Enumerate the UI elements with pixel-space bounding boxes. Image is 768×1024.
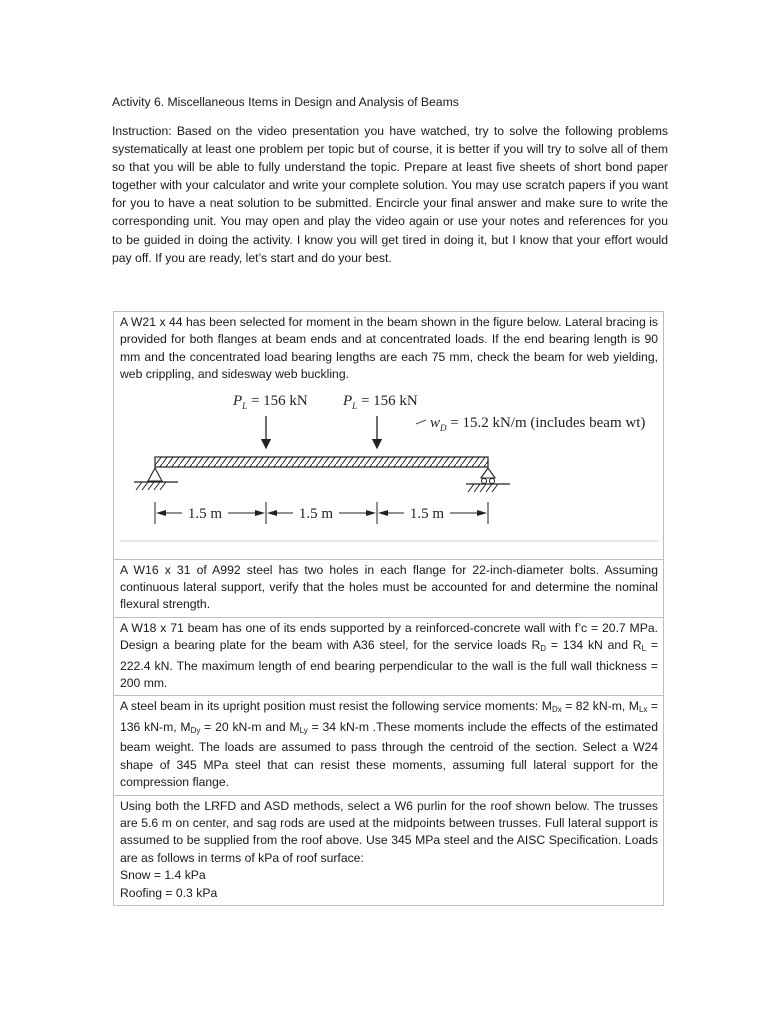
left-pin-support	[134, 468, 178, 490]
beam-figure	[120, 384, 658, 556]
instruction-paragraph: Instruction: Based on the video presentation you have watched, try to solve the following problems systematically at least one problem per topic but of course, it is better if you will try to solve all of them so that you will be able to fully understand the topic. Prepare at least five sheets of short bond paper together with your calculator and write your complete solution. You may use scratch papers if you want for you to have a neat solution to be submitted. Encircle your final answer and make sure to write the corresponding unit. You may open and play the video again or use your notes and references for you to be guided in doing the activity. I know you will get tired in doing it, but I know that your effort would pay off. If you are ready, let’s start and do your best.	[112, 124, 668, 265]
problem-cell-2	[114, 559, 664, 617]
problem-3-text: A W18 x 71 beam has one of its ends supported by a reinforced-concrete wall with f’c = 20.7 MPa. Design a bearing plate for the beam with A36 steel, for the service loads $R_D = 134$ kN and $R_L = 222.4$ kN. The maximum length of end bearing perpendicular to the wall is the full wall thickness = 200 mm.	[120, 620, 658, 691]
load-1-label: $P_L = 156$ kN	[233, 392, 308, 411]
distributed-load-label: $w_D = 15.2$ kN/m (includes beam wt)	[430, 414, 646, 433]
problem-row-5	[114, 795, 664, 905]
distributed-load-leader	[416, 420, 426, 424]
load-2-label: $P_L = 156$ kN	[343, 392, 418, 411]
problem-4-text: A steel beam in its upright position must resist the following service moments: $M_{Dx} = 82$ kN-m, $M_{Lx} = 136$ kN-m, $M_{Dy} = 20$ kN-m and $M_{Ly} = 34$ kN-m .These moments include the effects of the estimated beam weight. The loads are assumed to pass through the centroid of the section. Select a W24 shape of 345 MPa steel that can resist these moments, assuming full lateral support for the compression flange.	[120, 699, 658, 790]
problem-5-text: Using both the LRFD and ASD methods, select a W6 purlin for the roof shown below. The trusses are 5.6 m on center, and sag rods are used at the midpoints between trusses. Full lateral support is assumed to be supplied from the roof above. Use 345 MPa steel and the AISC Specification. Loads are as follows in terms of kPa of roof surface:	[120, 798, 658, 865]
beam-diagram	[120, 384, 658, 556]
problem-cell-5	[114, 795, 664, 905]
beam-body	[155, 457, 488, 467]
span-1-label: 1.5 m	[187, 505, 223, 522]
roofing-load: Roofing = 0.3 kPa	[120, 885, 218, 900]
problem-row-2	[114, 559, 664, 617]
span-3-label: 1.5 m	[409, 505, 445, 522]
problem-1-text: A W21 x 44 has been selected for moment in the beam shown in the figure below. Lateral bracing is provided for both flanges at beam ends and at concentrated loads. If the end bearing length is 90 mm and the concentrated load bearing lengths are each 75 mm, check the beam for web yielding, web crippling, and sidesway web buckling.	[120, 315, 658, 382]
problem-row-4	[114, 696, 664, 795]
snow-load: Snow = 1.4 kPa	[120, 868, 206, 883]
problem-row-1	[114, 312, 664, 560]
problems-table	[113, 311, 664, 906]
problem-2-text: A W16 x 31 of A992 steel has two holes in each flange for 22-inch-diameter bolts. Assuming continuous lateral support, verify that the holes must be accounted for and determine the nominal flexural strength.	[120, 562, 658, 612]
problem-cell-4	[114, 696, 664, 795]
problem-cell-1	[114, 312, 664, 560]
right-roller-support	[466, 468, 510, 492]
span-2-label: 1.5 m	[298, 505, 334, 522]
problem-cell-3	[114, 617, 664, 696]
activity-heading: Activity 6. Miscellaneous Items in Design and Analysis of Beams	[112, 95, 459, 109]
problem-row-3	[114, 617, 664, 696]
